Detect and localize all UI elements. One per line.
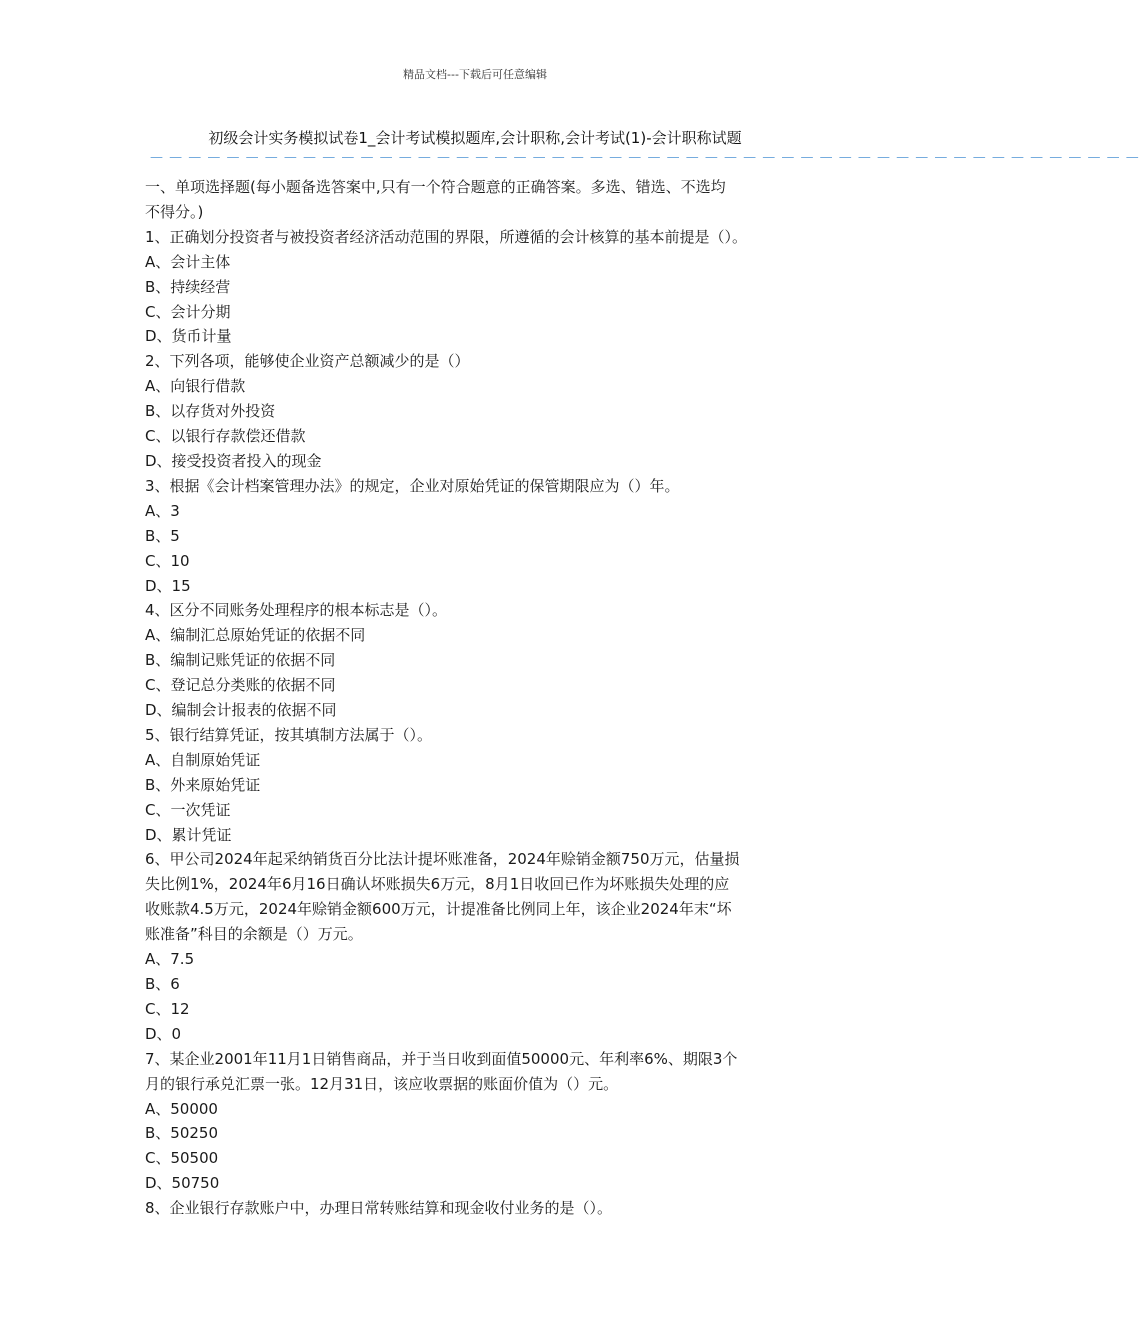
answer-option: B、6 [145,975,180,993]
answer-option: C、登记总分类账的依据不同 [145,676,336,695]
question-stem-line: 收账款4.5万元，2024年赊销金额600万元，计提准备比例同上年，该企业2024年末“坏 [145,900,732,919]
answer-option: D、15 [145,576,191,595]
question-stem-line: 2、下列各项，能够使企业资产总额减少的是（） [145,352,470,371]
answer-option: D、编制会计报表的依据不同 [145,701,337,720]
document-title: 初级会计实务模拟试卷1_会计考试模拟题库,会计职称,会计考试(1)-会计职称试题 [208,129,742,147]
answer-option: A、编制汇总原始凭证的依据不同 [145,626,366,645]
dashed-divider: — — — — — — — — — — — — — — — — — — — — — — — — — — — — — — — — — — — — — — — — — — — — — — — — — — — — [150,150,1140,165]
question-stem-line: 7、某企业2001年11月1日销售商品，并于当日收到面值50000元、年利率6%、期限3个 [145,1049,738,1068]
answer-option: C、50500 [145,1149,219,1168]
question-stem-line: 月的银行承兑汇票一张。12月31日，该应收票据的账面价值为（）元。 [145,1074,619,1093]
question-list [145,225,815,1221]
question-stem-line: 5、银行结算凭证，按其填制方法属于（）。 [145,725,433,744]
section-heading-line-2: 不得分。) [145,202,204,221]
answer-option: A、自制原始凭证 [145,750,261,769]
header-note: 精品文档---下载后可任意编辑 [403,68,547,81]
section-heading-line-1: 一、单项选择题(每小题备选答案中,只有一个符合题意的正确答案。多选、错选、不选均 [145,178,726,196]
answer-option: B、编制记账凭证的依据不同 [145,651,336,670]
question-stem-line: 账准备”科目的余额是（）万元。 [145,925,363,944]
question-stem-line: 失比例1%，2024年6月16日确认坏账损失6万元，8月1日收回已作为坏账损失处理的应 [145,875,730,894]
answer-option: B、50250 [145,1124,219,1143]
document-body [145,175,815,1221]
question-stem-line: 6、甲公司2024年起采纳销货百分比法计提坏账准备，2024年赊销金额750万元，估量损 [145,850,740,869]
answer-option: A、3 [145,501,180,520]
answer-option: D、0 [145,1024,182,1043]
answer-option: A、50000 [145,1099,218,1118]
answer-option: A、会计主体 [145,252,231,271]
answer-option: D、累计凭证 [145,825,232,844]
answer-option: D、50750 [145,1174,220,1193]
answer-option: B、5 [145,526,180,545]
question-item [145,723,815,848]
question-item [145,474,815,599]
question-stem-line: 3、根据《会计档案管理办法》的规定，企业对原始凭证的保管期限应为（）年。 [145,476,680,495]
question-stem-line: 4、区分不同账务处理程序的根本标志是（）。 [145,601,448,620]
question-item [145,1047,815,1196]
question-item [145,349,815,474]
question-item [145,598,815,723]
question-stem-line: 1、正确划分投资者与被投资者经济活动范围的界限，所遵循的会计核算的基本前提是（）。 [145,227,748,246]
question-item [145,847,815,1046]
answer-option: C、以银行存款偿还借款 [145,427,306,446]
question-item [145,1196,815,1221]
question-stem-line: 8、企业银行存款账户中，办理日常转账结算和现金收付业务的是（）。 [145,1199,613,1218]
answer-option: A、7.5 [145,950,195,969]
answer-option: D、接受投资者投入的现金 [145,451,322,470]
answer-option: D、货币计量 [145,327,232,346]
answer-option: A、向银行借款 [145,377,246,396]
answer-option: C、会计分期 [145,302,231,321]
answer-option: B、以存货对外投资 [145,402,276,421]
answer-option: C、一次凭证 [145,800,231,819]
answer-option: C、12 [145,999,190,1018]
answer-option: C、10 [145,551,190,570]
answer-option: B、外来原始凭证 [145,775,261,794]
answer-option: B、持续经营 [145,277,231,296]
question-item [145,225,815,350]
